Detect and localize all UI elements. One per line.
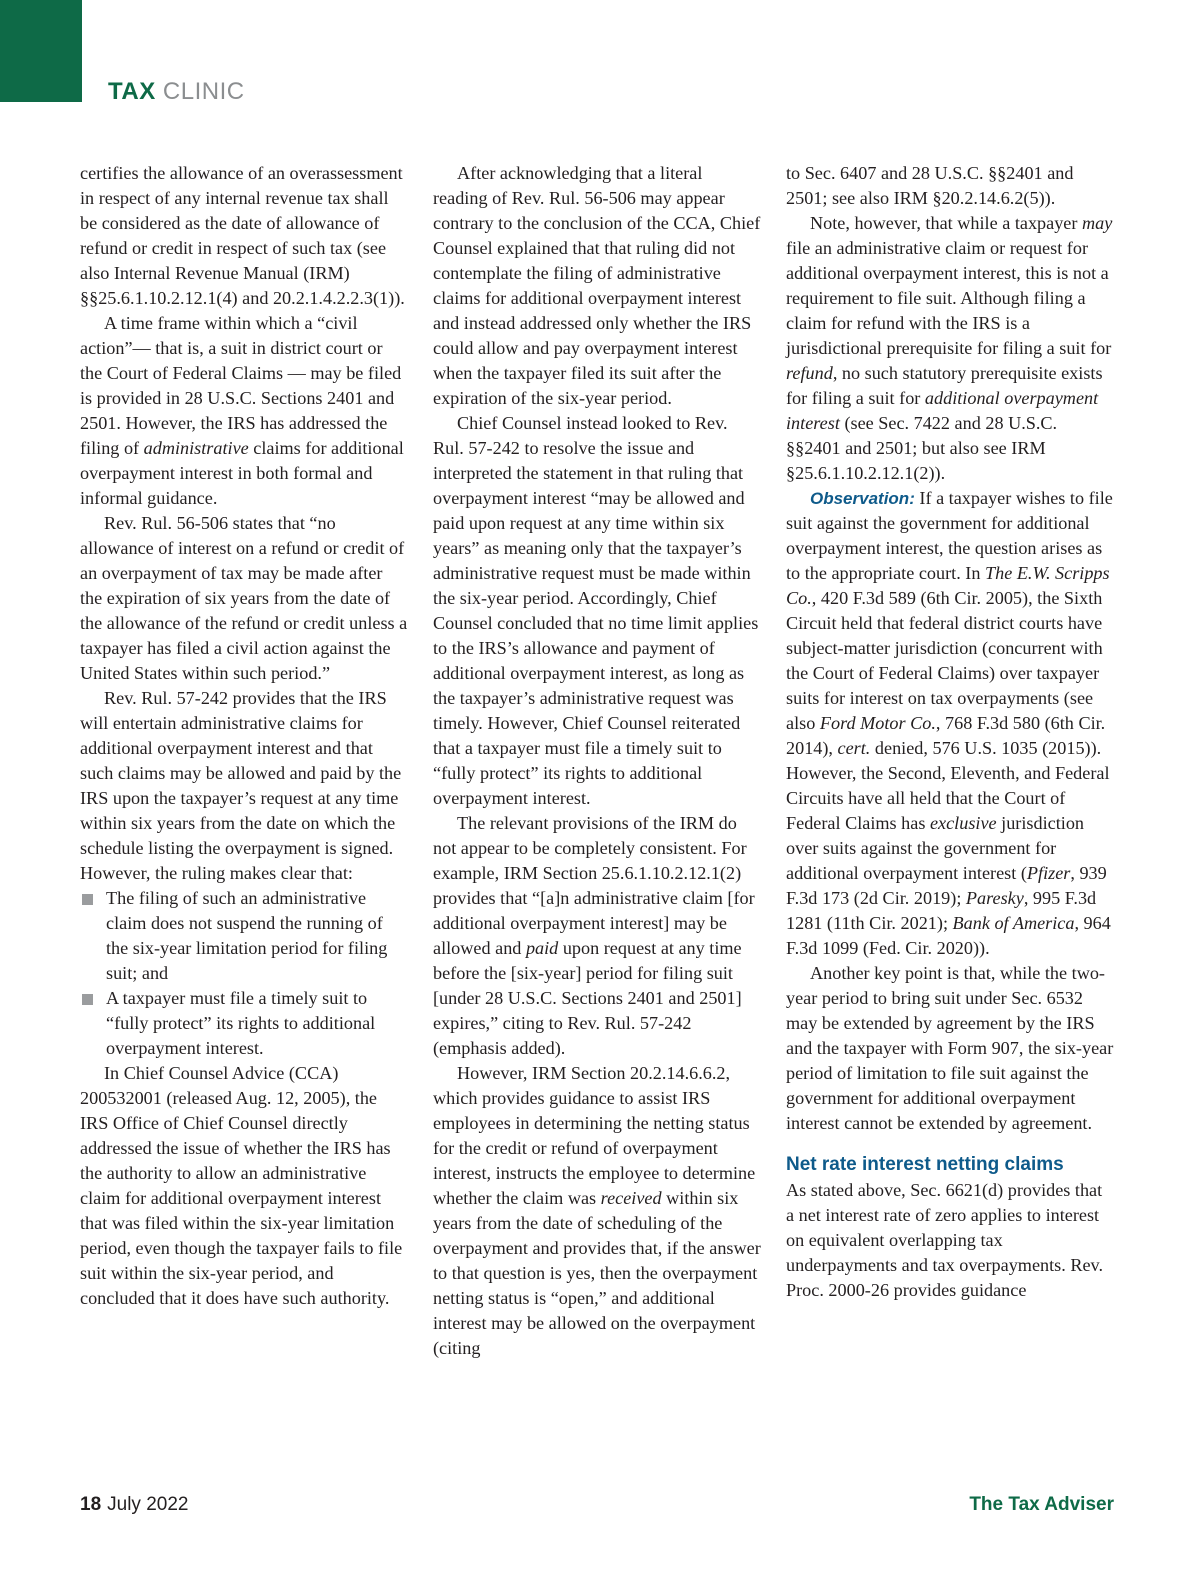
paragraph: However, IRM Section 20.2.14.6.6.2, which provides guidance to assist IRS employees in determining the netting status for the credit or refund of overpayment interest, instructs the employee to determine whether the claim was received within six years from the date of scheduling of the overpayment and provides that, if the answer to that question is yes, then the overpayment netting status is “open,” and additional interest may be allowed on the overpayment (citing [433, 1063, 761, 1358]
paragraph: Rev. Rul. 56-506 states that “no allowance of interest on a refund or credit of an overpayment of tax may be made after the expiration of six years from the date of the allowance of the refund or credit unless a taxpayer has filed a civil action against the United States within such period.” [80, 513, 408, 683]
page-number: 18 [80, 1494, 102, 1515]
bullet-list [80, 886, 408, 1061]
paragraph: certifies the allowance of an overassessment in respect of any internal revenue tax shall be considered as the date of allowance of refund or credit in respect of such tax (see also Internal Revenue Manual (IRM) §§25.6.1.10.2.12.1(4) and 20.2.1.4.2.2.3(1)). [80, 163, 405, 308]
bullet-square-icon [82, 994, 93, 1005]
article-column-3 [786, 161, 1114, 1303]
paragraph: As stated above, Sec. 6621(d) provides that a net interest rate of zero applies to interest on equivalent overlapping tax underpayments and tax overpayments. Rev. Proc. 2000-26 provides guidance [786, 1180, 1104, 1300]
paragraph: to Sec. 6407 and 28 U.S.C. §§2401 and 2501; see also IRM §20.2.14.6.2(5)). [786, 163, 1074, 208]
paragraph: Another key point is that, while the two-year period to bring suit under Sec. 6532 may be extended by agreement by the IRS and the taxpayer with Form 907, the six-year period of limitation to file suit against the government for additional overpayment interest cannot be extended by agreement. [786, 963, 1114, 1133]
page-footer-left [80, 1494, 188, 1516]
observation-paragraph: Observation: If a taxpayer wishes to file suit against the government for additional overpayment interest, the question arises as to the appropriate court. In The E.W. Scripps Co., 420 F.3d 589 (6th Cir. 2005), the Sixth Circuit held that federal district courts have subject-matter jurisdiction (concurrent with the Court of Federal Claims) over taxpayer suits for interest on tax overpayments (see also Ford Motor Co., 768 F.3d 580 (6th Cir. 2014), cert. denied, 576 U.S. 1035 (2015)). However, the Second, Eleventh, and Federal Circuits have all held that the Court of Federal Claims has exclusive jurisdiction over suits against the government for additional overpayment interest (Pfizer, 939 F.3d 173 (2d Cir. 2019); Paresky, 995 F.3d 1281 (11th Cir. 2021); Bank of America, 964 F.3d 1099 (Fed. Cir. 2020)). [786, 488, 1113, 958]
section-header-bold: TAX [108, 78, 156, 105]
section-header [108, 78, 245, 106]
paragraph: The relevant provisions of the IRM do not appear to be completely consistent. For example, IRM Section 25.6.1.10.2.12.1(2) provides that “[a]n administrative claim [for additional overpayment interest] may be allowed and paid upon request at any time before the [six-year] period for filing suit [under 28 U.S.C. Sections 2401 and 2501] expires,” citing to Rev. Rul. 57-242 (emphasis added). [433, 813, 755, 1058]
paragraph: Note, however, that while a taxpayer may file an administrative claim or request for additional overpayment interest, this is not a requirement to file suit. Although filing a claim for refund with the IRS is a jurisdictional prerequisite for filing a suit for refund, no such statutory prerequisite exists for filing a suit for additional overpayment interest (see Sec. 7422 and 28 U.S.C. §§2401 and 2501; but also see IRM §25.6.1.10.2.12.1(2)). [786, 213, 1113, 483]
issue-date: July 2022 [107, 1494, 189, 1515]
paragraph: After acknowledging that a literal reading of Rev. Rul. 56-506 may appear contrary to the conclusion of the CCA, Chief Counsel explained that that ruling did not contemplate the filing of administrative claims for additional overpayment interest and instead addressed only whether the IRS could allow and pay overpayment interest when the taxpayer filed its suit after the expiration of the six-year period. [433, 163, 761, 408]
section-color-block [0, 0, 82, 102]
publication-name: The Tax Adviser [969, 1494, 1114, 1515]
paragraph: Chief Counsel instead looked to Rev. Rul. 57-242 to resolve the issue and interpreted the statement in that ruling that overpayment interest “may be allowed and paid upon request at any time within six years” as meaning only that the taxpayer’s administrative request must be made within the six-year period. Accordingly, Chief Counsel concluded that no time limit applies to the IRS’s allowance and payment of additional overpayment interest, as long as the taxpayer’s administrative request was timely. However, Chief Counsel reiterated that a taxpayer must file a timely suit to “fully protect” its rights to additional overpayment interest. [433, 413, 759, 808]
observation-label: Observation: [810, 489, 915, 508]
paragraph: Rev. Rul. 57-242 provides that the IRS will entertain administrative claims for additional overpayment interest and that such claims may be allowed and paid by the IRS upon the taxpayer’s request at any time within six years from the date on which the schedule listing the overpayment is signed. However, the ruling makes clear that: [80, 688, 402, 883]
subheading: Net rate interest netting claims [786, 1154, 1064, 1175]
article-column-2 [433, 161, 761, 1361]
paragraph: A time frame within which a “civil action”— that is, a suit in district court or the Court of Federal Claims — may be filed is provided in 28 U.S.C. Sections 2401 and 2501. However, the IRS has addressed the filing of administrative claims for additional overpayment interest in both formal and informal guidance. [80, 313, 404, 508]
bullet-square-icon [82, 894, 93, 905]
article-column-1 [80, 161, 408, 1311]
list-item: A taxpayer must file a timely suit to “fully protect” its rights to additional overpayment interest. [80, 986, 408, 1061]
paragraph: In Chief Counsel Advice (CCA) 200532001 (released Aug. 12, 2005), the IRS Office of Chief Counsel directly addressed the issue of whether the IRS has the authority to allow an administrative claim for additional overpayment interest that was filed within the six-year limitation period, even though the taxpayer fails to file suit within the six-year period, and concluded that it does have such authority. [80, 1063, 403, 1308]
list-item: The filing of such an administrative claim does not suspend the running of the six-year limitation period for filing suit; and [80, 886, 408, 986]
section-header-light: CLINIC [162, 78, 245, 105]
